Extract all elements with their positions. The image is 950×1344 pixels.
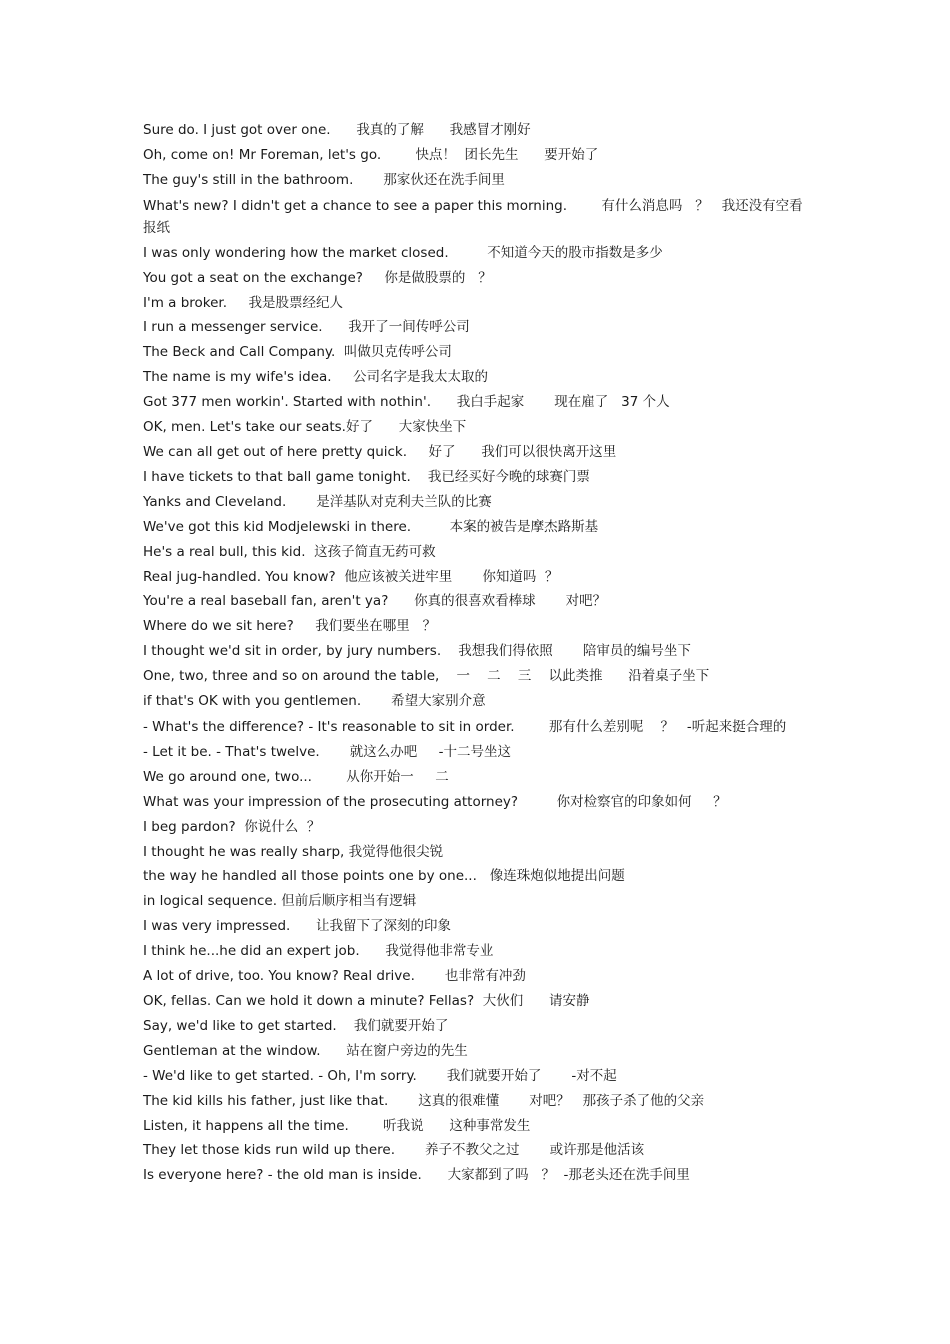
text-line: Gentleman at the window. 站在窗户旁边的先生 — [143, 1042, 468, 1059]
text-line: Say, we'd like to get started. 我们就要开始了 — [143, 1017, 449, 1034]
text-line: I thought we'd sit in order, by jury numbers. 我想我们得依照 陪审员的编号坐下 — [143, 643, 691, 660]
text-line: We can all get out of here pretty quick. 好了 我们可以很快离开这里 — [143, 443, 617, 460]
text-line: OK, fellas. Can we hold it down a minute? Fellas? 大伙们 请安静 — [143, 993, 590, 1009]
text-line: The Beck and Call Company. 叫做贝克传呼公司 — [143, 344, 452, 361]
text-line: I beg pardon? 你说什么 ？ — [143, 818, 321, 835]
text-line: They let those kids run wild up there. 养子不教父之过 或许那是他活该 — [143, 1142, 645, 1159]
transcript-page — [143, 118, 803, 1188]
text-line: I think he...he did an expert job. 我觉得他非常专业 — [143, 943, 494, 960]
text-line: - We'd like to get started. - Oh, I'm sorry. 我们就要开始了 -对不起 — [143, 1067, 617, 1084]
text-line: What's new? I didn't get a chance to see a paper this morning. 有什么消息吗 ？ 我还没有空看报纸 — [143, 197, 803, 236]
text-line: Listen, it happens all the time. 听我说 这种事常发生 — [143, 1117, 531, 1134]
text-line: Got 377 men workin'. Started with nothin'. 我白手起家 现在雇了 37 个人 — [143, 394, 670, 411]
text-line: I have tickets to that ball game tonight. 我已经买好今晚的球赛门票 — [143, 468, 590, 485]
text-line: I was very impressed. 让我留下了深刻的印象 — [143, 918, 452, 935]
text-line: the way he handled all those points one by one... 像连珠炮似地提出问题 — [143, 868, 625, 885]
text-line: in logical sequence. 但前后顺序相当有逻辑 — [143, 893, 417, 910]
text-line: - Let it be. - That's twelve. 就这么办吧 -十二号坐这 — [143, 743, 512, 760]
text-line: I'm a broker. 我是股票经纪人 — [143, 294, 343, 311]
text-line: Is everyone here? - the old man is inside. 大家都到了吗 ？ -那老头还在洗手间里 — [143, 1167, 690, 1184]
text-line: A lot of drive, too. You know? Real drive. 也非常有冲劲 — [143, 968, 526, 985]
text-line: I was only wondering how the market closed. 不知道今天的股市指数是多少 — [143, 244, 663, 261]
text-line: Oh, come on! Mr Foreman, let's go. 快点！ 团长先生 要开始了 — [143, 146, 599, 163]
text-line: Sure do. I just got over one. 我真的了解 我感冒才刚好 — [143, 122, 531, 138]
text-line: You're a real baseball fan, aren't ya? 你真的很喜欢看棒球 对吧？ — [143, 593, 607, 610]
text-line: Real jug-handled. You know? 他应该被关进牢里 你知道吗 ？ — [143, 568, 559, 585]
text-line: - What's the difference? - It's reasonable to sit in order. 那有什么差别呢 ？ -听起来挺合理的 — [143, 718, 787, 735]
text-line: We've got this kid Modjelewski in there. 本案的被告是摩杰路斯基 — [143, 518, 599, 535]
text-line: The guy's still in the bathroom. 那家伙还在洗手间里 — [143, 171, 505, 188]
text-line: I thought he was really sharp, 我觉得他很尖锐 — [143, 843, 444, 860]
text-line: OK, men. Let's take our seats.好了 大家快坐下 — [143, 419, 467, 436]
text-line: One, two, three and so on around the table, 一 二 三 以此类推 沿着桌子坐下 — [143, 668, 710, 685]
text-line: What was your impression of the prosecuting attorney? 你对检察官的印象如何 ？ — [143, 793, 727, 810]
text-line: The kid kills his father, just like that. 这真的很难懂 对吧？ 那孩子杀了他的父亲 — [143, 1092, 705, 1109]
text-line: I run a messenger service. 我开了一间传呼公司 — [143, 319, 470, 336]
text-line: The name is my wife's idea. 公司名字是我太太取的 — [143, 369, 489, 386]
text-line: We go around one, two... 从你开始一 二 — [143, 768, 449, 785]
text-line: Where do we sit here? 我们要坐在哪里 ？ — [143, 618, 437, 635]
text-line: if that's OK with you gentlemen. 希望大家别介意 — [143, 693, 486, 710]
text-line: He's a real bull, this kid. 这孩子简直无药可救 — [143, 543, 436, 560]
text-line: Yanks and Cleveland. 是洋基队对克利夫兰队的比赛 — [143, 493, 492, 510]
text-line: You got a seat on the exchange? 你是做股票的 ？ — [143, 269, 492, 286]
